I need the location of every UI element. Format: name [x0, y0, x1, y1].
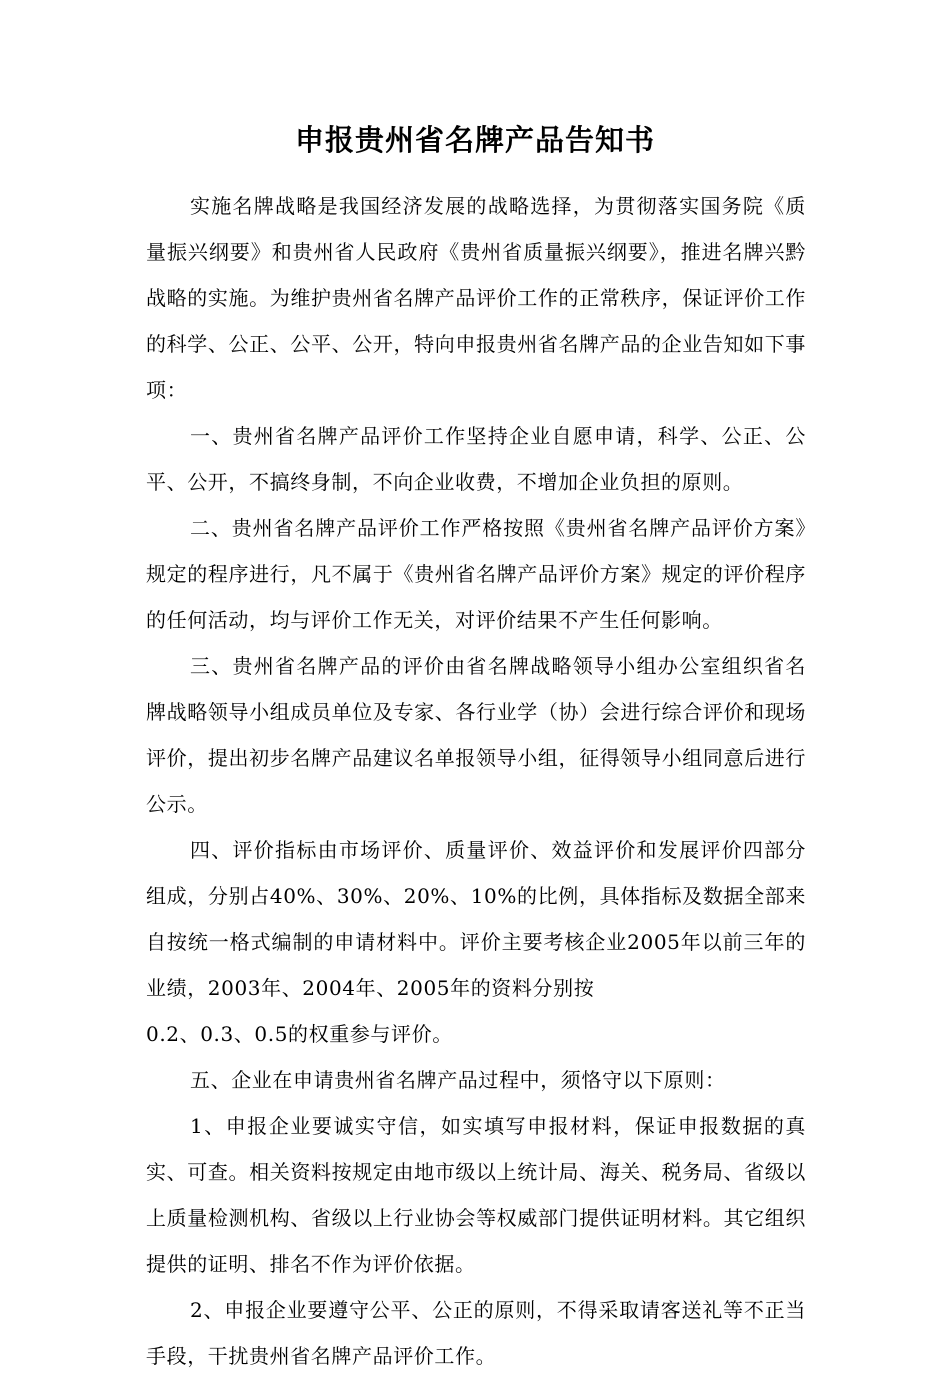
sub-item-1-paragraph: 1、申报企业要诚实守信，如实填写申报材料，保证申报数据的真实、可查。相关资料按规定由地市级以上统计局、海关、税务局、省级以上质量检测机构、省级以上行业协会等权威部门提供证明材料。其它组织提供的证明、排名不作为评价依据。 — [146, 1114, 806, 1276]
sub-item-2-paragraph: 2、申报企业要遵守公平、公正的原则，不得采取请客送礼等不正当手段，干扰贵州省名牌产品评价工作。 — [146, 1298, 806, 1368]
item-1-paragraph: 一、贵州省名牌产品评价工作坚持企业自愿申请，科学、公正、公平、公开，不搞终身制，不向企业收费，不增加企业负担的原则。 — [146, 424, 806, 494]
item-2-paragraph: 二、贵州省名牌产品评价工作严格按照《贵州省名牌产品评价方案》规定的程序进行，凡不属于《贵州省名牌产品评价方案》规定的评价程序的任何活动，均与评价工作无关，对评价结果不产生任何影响。 — [146, 516, 806, 632]
item-4-continuation: 0.2、0.3、0.5的权重参与评价。 — [146, 1022, 453, 1046]
item-3-paragraph: 三、贵州省名牌产品的评价由省名牌战略领导小组办公室组织省名牌战略领导小组成员单位及专家、各行业学（协）会进行综合评价和现场评价，提出初步名牌产品建议名单报领导小组，征得领导小组同意后进行公示。 — [146, 654, 806, 816]
item-5-paragraph: 五、企业在申请贵州省名牌产品过程中，须恪守以下原则： — [190, 1068, 726, 1092]
intro-paragraph: 实施名牌战略是我国经济发展的战略选择，为贯彻落实国务院《质量振兴纲要》和贵州省人民政府《贵州省质量振兴纲要》，推进名牌兴黔战略的实施。为维护贵州省名牌产品评价工作的正常秩序，保证评价工作的科学、公正、公平、公开，特向申报贵州省名牌产品的企业告知如下事项： — [146, 194, 806, 402]
document-body — [146, 183, 806, 1379]
document-title: 申报贵州省名牌产品告知书 — [294, 123, 655, 157]
item-4-paragraph: 四、评价指标由市场评价、质量评价、效益评价和发展评价四部分组成，分别占40%、30%、20%、10%的比例，具体指标及数据全部来自按统一格式编制的申请材料中。评价主要考核企业2005年以前三年的业绩，2003年、2004年、2005年的资料分别按 — [146, 838, 806, 1000]
